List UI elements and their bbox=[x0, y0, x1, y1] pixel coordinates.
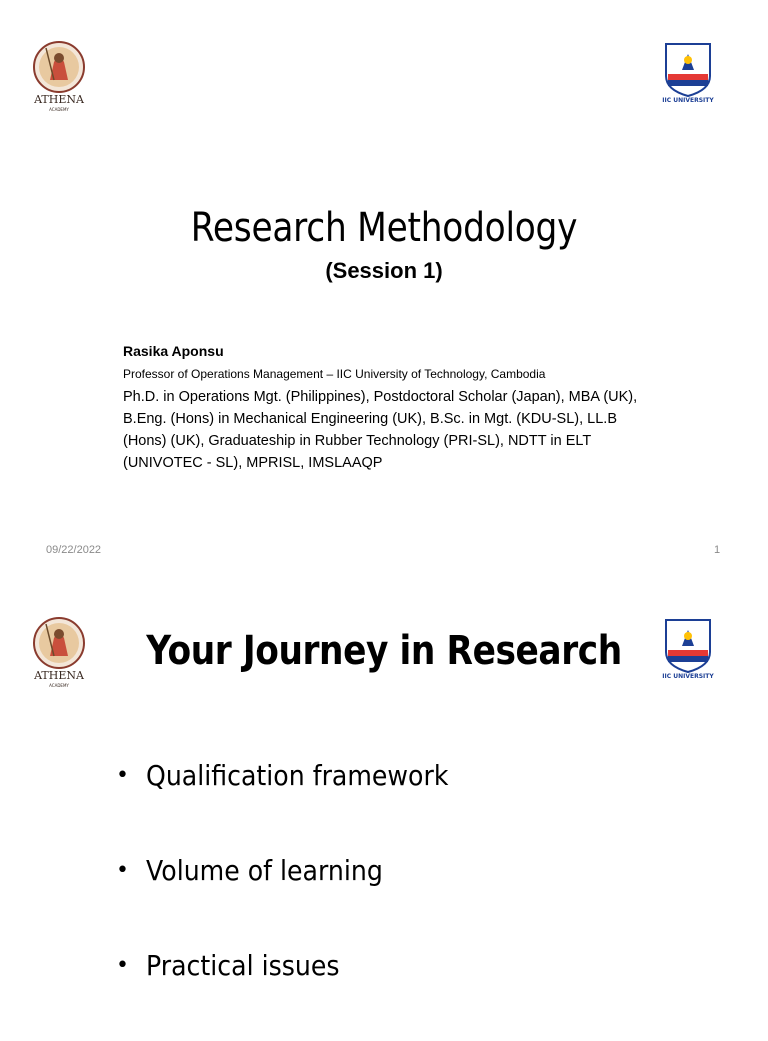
bullet-text: Practical issues bbox=[146, 949, 340, 982]
svg-text:IIC UNIVERSITY: IIC UNIVERSITY bbox=[662, 97, 714, 104]
svg-text:ATHENA: ATHENA bbox=[34, 669, 84, 682]
bullet-item bbox=[116, 851, 482, 891]
slide-title: Research Methodology bbox=[190, 205, 578, 251]
svg-text:ACADEMY: ACADEMY bbox=[49, 683, 69, 688]
bullet-icon: • bbox=[116, 763, 129, 788]
iic-logo bbox=[660, 40, 716, 106]
slide-2 bbox=[0, 576, 768, 1024]
bullet-icon: • bbox=[116, 858, 129, 883]
author-qualifications: Ph.D. in Operations Mgt. (Philippines), Postdoctoral Scholar (Japan), MBA (UK), B.Eng. (Hons) in Mechanical Engineering (UK), B.Sc. in Mgt. (KDU-SL), LL.B (Hons) (UK), Graduateship in Rubber Technology (PRI-SL), NDTT in ELT (UNIVOTEC - SL), MPRISL, IMSLAAQP bbox=[123, 389, 638, 471]
author-name: Rasika Aponsu bbox=[123, 343, 224, 359]
slide-title: Your Journey in Research bbox=[146, 628, 622, 674]
author-role: Professor of Operations Management – IIC University of Technology, Cambodia bbox=[123, 367, 546, 381]
slide-number: 1 bbox=[714, 544, 721, 556]
author-info bbox=[123, 340, 653, 474]
bullet-item bbox=[116, 946, 482, 986]
bullet-icon: • bbox=[116, 953, 129, 978]
svg-text:ACADEMY: ACADEMY bbox=[49, 107, 69, 112]
bullet-item bbox=[116, 756, 482, 796]
svg-text:IIC UNIVERSITY: IIC UNIVERSITY bbox=[662, 673, 714, 680]
slide-subtitle: (Session 1) bbox=[325, 258, 443, 283]
slide-date: 09/22/2022 bbox=[46, 544, 102, 556]
bullet-text: Volume of learning bbox=[146, 854, 383, 887]
athena-logo bbox=[28, 40, 90, 114]
iic-logo bbox=[660, 616, 716, 682]
bullet-list bbox=[116, 756, 482, 1041]
svg-text:ATHENA: ATHENA bbox=[34, 93, 84, 106]
athena-logo bbox=[28, 616, 90, 690]
bullet-text: Qualification framework bbox=[146, 759, 449, 792]
